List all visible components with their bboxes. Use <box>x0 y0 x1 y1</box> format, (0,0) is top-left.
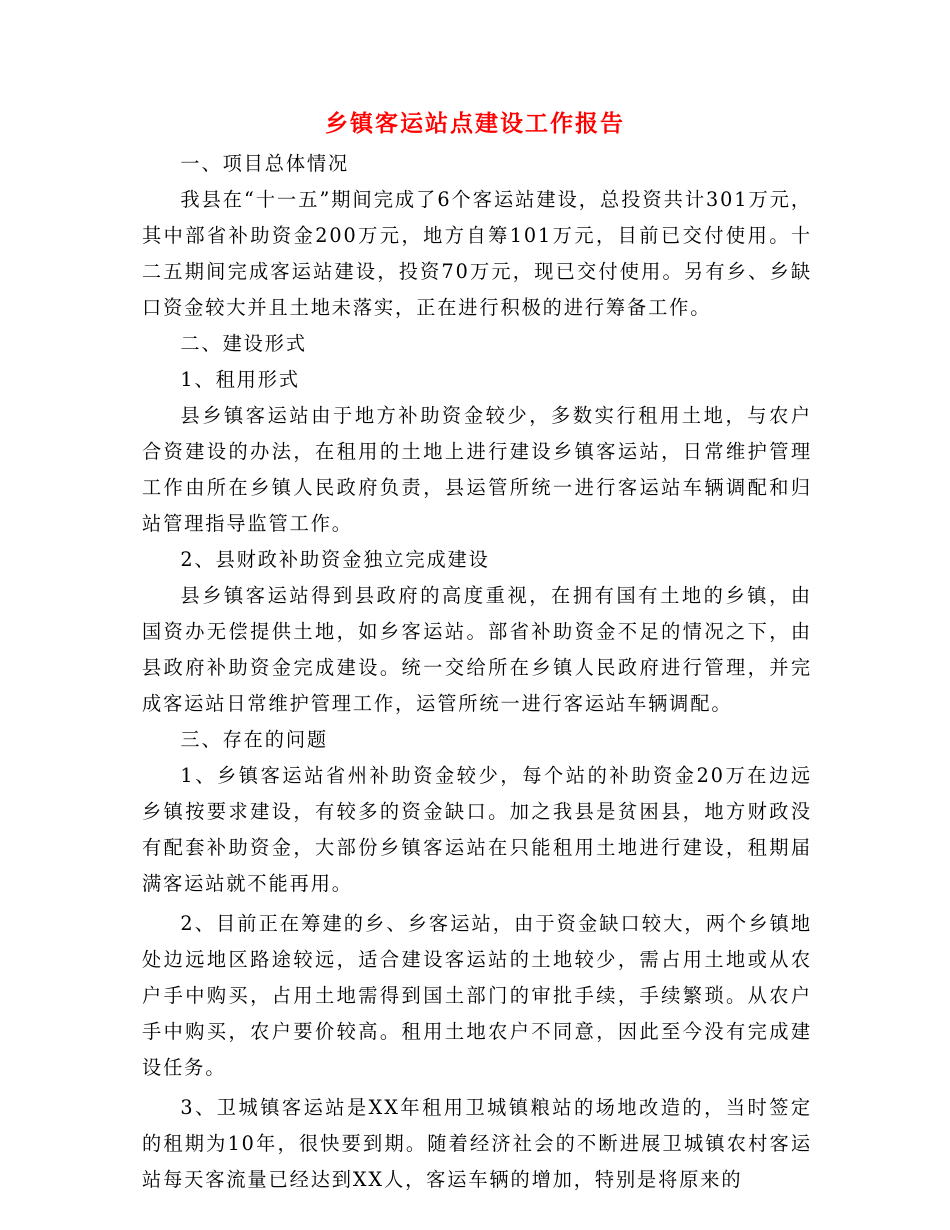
body-paragraph: 县乡镇客运站由于地方补助资金较少，多数实行租用土地，与农户合资建设的办法，在租用的土地上进行建设乡镇客运站，日常维护管理工作由所在乡镇人民政府负责，县运管所统一进行客运站车辆调配和归站管理指导监管工作。 <box>142 404 812 535</box>
body-paragraph: 1、乡镇客运站省州补助资金较少，每个站的补助资金20万在边远乡镇按要求建设，有较多的资金缺口。加之我县是贫困县，地方财政没有配套补助资金，大部份乡镇客运站在只能租用土地进行建设，租期届满客运站就不能再用。 <box>142 764 812 895</box>
body-paragraph: 县乡镇客运站得到县政府的高度重视，在拥有国有土地的乡镇，由国资办无偿提供土地，如乡客运站。部省补助资金不足的情况之下，由县政府补助资金完成建设。统一交给所在乡镇人民政府进行管理，并完成客运站日常维护管理工作，运管所统一进行客运站车辆调配。 <box>142 584 812 715</box>
section-heading: 三、存在的问题 <box>180 728 329 751</box>
section-heading: 二、建设形式 <box>180 332 307 355</box>
section-heading: 一、项目总体情况 <box>180 152 350 175</box>
subsection-heading: 2、县财政补助资金独立完成建设 <box>180 548 490 571</box>
subsection-heading: 1、租用形式 <box>180 368 300 391</box>
body-paragraph: 3、卫城镇客运站是XX年租用卫城镇粮站的场地改造的，当时签定的租期为10年，很快要到期。随着经济社会的不断进展卫城镇农村客运站每天客流量已经达到XX人，客运车辆的增加，特别是将原来的 <box>142 1096 812 1191</box>
body-paragraph: 2、目前正在筹建的乡、乡客运站，由于资金缺口较大，两个乡镇地处边远地区路途较远，适合建设客运站的土地较少，需占用土地或从农户手中购买，占用土地需得到国土部门的审批手续，手续繁琐。从农户手中购买，农户要价较高。租用土地农户不同意，因此至今没有完成建设任务。 <box>142 912 812 1079</box>
document-title: 乡镇客运站点建设工作报告 <box>325 110 625 137</box>
document-body <box>142 146 812 1198</box>
body-paragraph: 我县在“十一五”期间完成了6个客运站建设，总投资共计301万元，其中部省补助资金200万元，地方自筹101万元，目前已交付使用。十二五期间完成客运站建设，投资70万元，现已交付使用。另有乡、乡缺口资金较大并且土地未落实，正在进行积极的进行筹备工作。 <box>142 188 812 319</box>
